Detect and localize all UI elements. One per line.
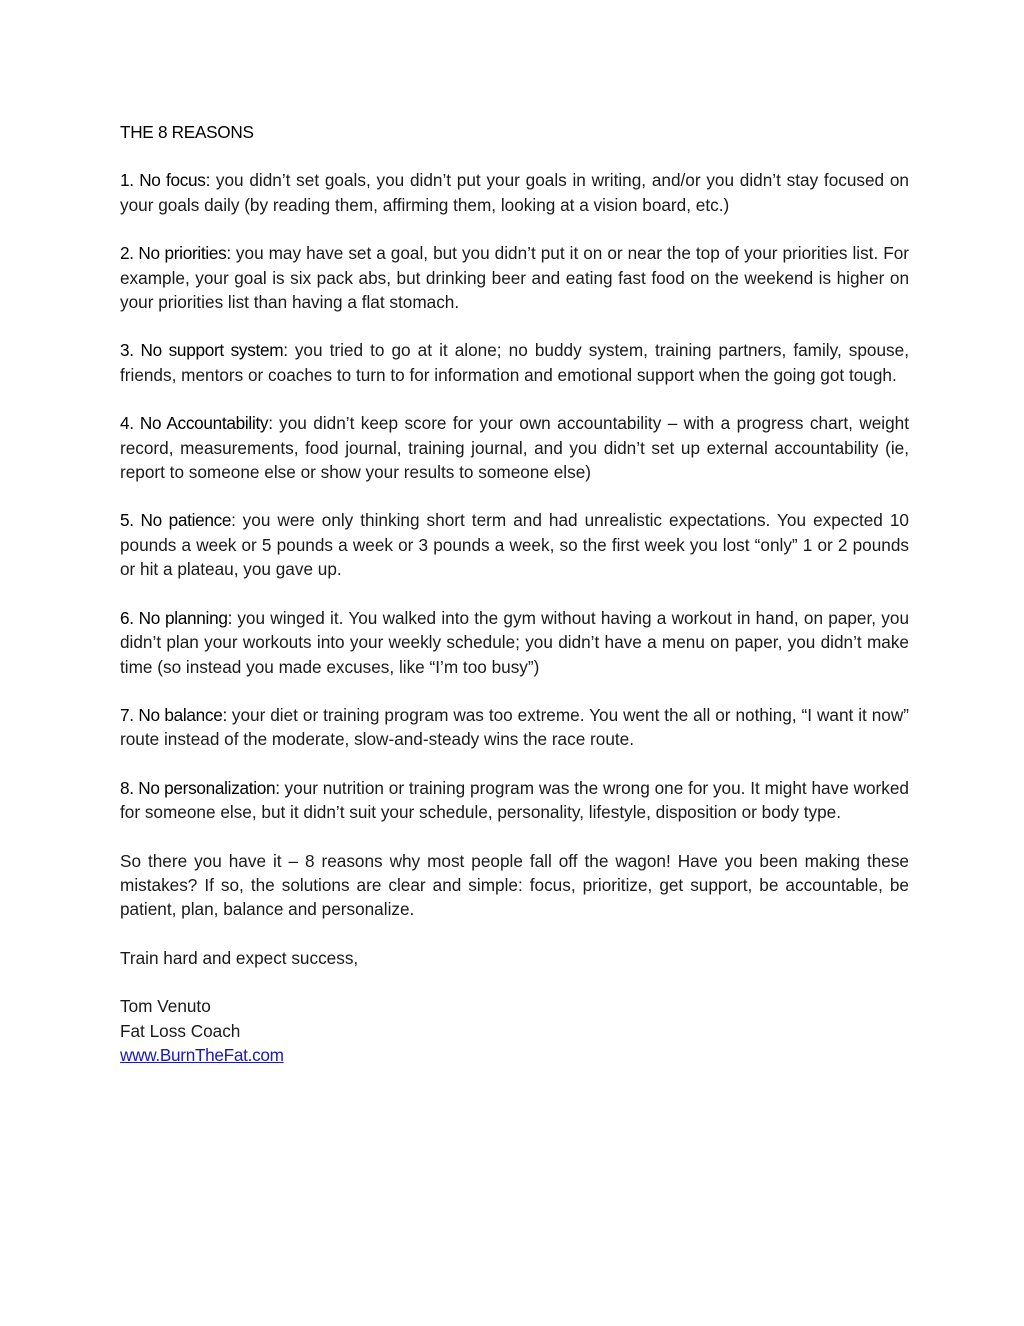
reasons-list bbox=[120, 168, 909, 824]
author-name: Tom Venuto bbox=[120, 996, 211, 1017]
reason-item bbox=[120, 411, 909, 484]
reason-lead: 1. No focus: bbox=[120, 170, 211, 191]
document-page bbox=[120, 120, 909, 1067]
reason-lead: 8. No personalization: bbox=[120, 777, 280, 798]
reason-body: you didn’t keep score for your own accountability – with a progress chart, weight record, measurements, food journal, training journal, and you didn’t set up external accountability (ie, report to someone else or show your results to someone else) bbox=[120, 413, 909, 483]
document-heading: THE 8 REASONS bbox=[120, 122, 254, 142]
reason-body: you may have set a goal, but you didn’t put it on or near the top of your priorities list. For example, your goal is six pack abs, but drinking beer and eating fast food on the weekend is higher on your priorities list than having a flat stomach. bbox=[120, 243, 909, 313]
reason-item bbox=[120, 606, 909, 679]
summary-paragraph: So there you have it – 8 reasons why most people fall off the wagon! Have you been making these mistakes? If so, the solutions are clear and simple: focus, prioritize, get support, be accountable, be patient, plan, balance and personalize. bbox=[120, 850, 909, 920]
signature-block bbox=[120, 994, 909, 1067]
reason-lead: 5. No patience: bbox=[120, 510, 236, 531]
reason-body: you winged it. You walked into the gym without having a workout in hand, on paper, you didn’t plan your workouts into your weekly schedule; you didn’t have a menu on paper, you didn’t make time (so instead you made excuses, like “I’m too busy”) bbox=[120, 607, 910, 677]
reason-lead: 4. No Accountability: bbox=[120, 413, 273, 434]
reason-item bbox=[120, 168, 909, 217]
reason-body: you didn’t set goals, you didn’t put your goals in writing, and/or you didn’t stay focused on your goals daily (by reading them, affirming them, looking at a vision board, etc.) bbox=[120, 170, 909, 215]
reason-body: your diet or training program was too extreme. You went the all or nothing, “I want it now” route instead of the moderate, slow-and-steady wins the race route. bbox=[120, 704, 909, 750]
reason-lead: 3. No support system: bbox=[120, 340, 288, 361]
reason-lead: 6. No planning: bbox=[120, 607, 233, 628]
website-link[interactable]: www.BurnTheFat.com bbox=[120, 1044, 284, 1065]
reason-item bbox=[120, 338, 909, 387]
reason-item bbox=[120, 703, 909, 752]
reason-body: you tried to go at it alone; no buddy system, training partners, family, spouse, friends, mentors or coaches to turn to for information and emotional support when the going got tough. bbox=[120, 340, 909, 385]
author-title: Fat Loss Coach bbox=[120, 1020, 241, 1041]
reason-body: your nutrition or training program was the wrong one for you. It might have worked for someone else, but it didn’t suit your schedule, personality, lifestyle, disposition or body type. bbox=[120, 777, 909, 823]
reason-lead: 7. No balance: bbox=[120, 704, 227, 725]
reason-lead: 2. No priorities: bbox=[120, 243, 231, 264]
reason-item bbox=[120, 508, 909, 581]
closing-line: Train hard and expect success, bbox=[120, 947, 359, 968]
reason-body: you were only thinking short term and had unrealistic expectations. You expected 10 pounds a week or 5 pounds a week or 3 pounds a week, so the first week you lost “only” 1 or 2 pounds or hit a plateau, you gave up. bbox=[120, 510, 909, 580]
reason-item bbox=[120, 241, 909, 314]
reason-item bbox=[120, 776, 909, 825]
